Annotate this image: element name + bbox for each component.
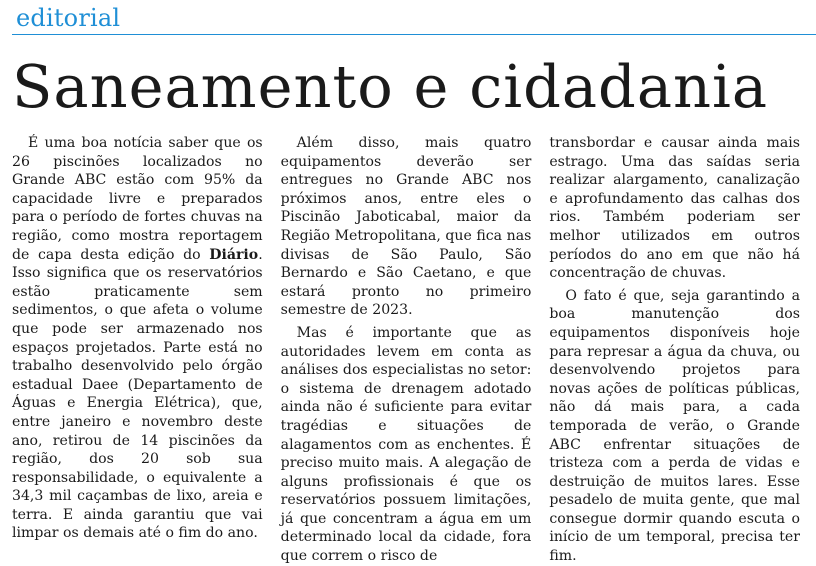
article-column-3 bbox=[549, 134, 800, 566]
article-paragraph: transbordar e causar ainda mais estrago. Uma das saídas seria realizar alargamento, canalização e aprofundamento das calhas dos rios. Também poderiam ser melhor utilizados em outros períodos do ano em que não há concentração de chuvas. bbox=[549, 135, 801, 282]
paragraph-text: . Isso significa que os reservatórios estão praticamente sem sedimentos, o que afeta o volume que pode ser armazenado nos espaços projetados. Parte está no trabalho desenvolvido pelo órgão estadual Daee (Departamento de Águas e Energia Elétrica), que, entre janeiro e novembro deste ano, retirou de 14 piscinões da região, dos 20 sob sua responsabilidade, o equivalente a 34,3 mil caçambas de lixo, areia e terra. E ainda garantiu que vai limpar os demais até o fim do ano. bbox=[12, 246, 263, 542]
article-paragraph: Mas é importante que as autoridades levem em conta as análises dos especialistas no setor: o sistema de drenagem adotado ainda não é suficiente para evitar tragédias e situações de alagamentos com as enchentes. É preciso muito mais. A alegação de alguns profissionais é que os reservatórios possuem limitações, já que concentram a água em um determinado local da cidade, fora que correm o risco de bbox=[280, 324, 532, 565]
headline: Saneamento e cidadania bbox=[12, 52, 769, 121]
article-column-1 bbox=[12, 134, 263, 566]
article-paragraph bbox=[12, 134, 263, 543]
article-paragraph: O fato é que, seja garantindo a boa manutenção dos equipamentos disponíveis hoje para represar a água da chuva, ou desenvolvendo projetos para novas ações de políticas públicas, não dá mais para, a cada temporada de verão, o Grande ABC enfrentar situações de tristeza com a perda de vidas e destruição de muitos lares. Esse pesadelo de muita gente, que mal consegue dormir quando escuta o início de um temporal, precisa ter fim. bbox=[549, 287, 801, 565]
article-body bbox=[12, 134, 800, 566]
section-label: editorial bbox=[16, 4, 121, 32]
article-paragraph: Além disso, mais quatro equipamentos deverão ser entregues no Grande ABC nos próximos anos, entre eles o Piscinão Jaboticabal, maior da Região Metropolitana, que fica nas divisas de São Paulo, São Bernardo e São Caetano, e que estará pronto no primeiro semestre de 2023. bbox=[280, 135, 532, 319]
article-column-2 bbox=[281, 134, 532, 566]
paragraph-text: É uma boa notícia saber que os 26 piscinões localizados no Grande ABC estão com 95% da capacidade livre e preparados para o período de fortes chuvas na região, como mostra reportagem de capa desta edição do bbox=[12, 135, 263, 263]
section-divider bbox=[12, 34, 816, 35]
newspaper-name: Diário bbox=[209, 246, 259, 263]
